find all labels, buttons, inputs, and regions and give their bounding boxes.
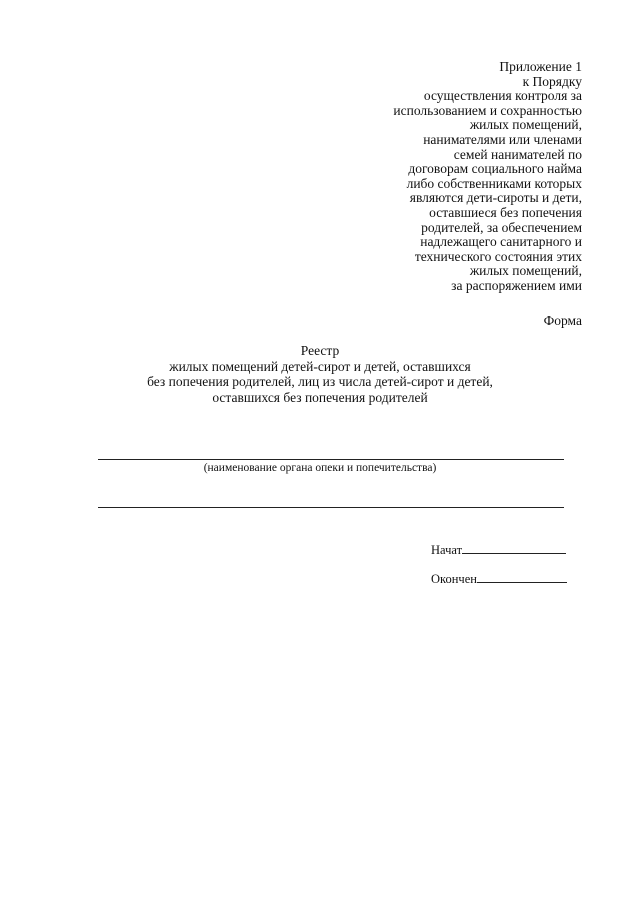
- appendix-line: являются дети-сироты и дети,: [409, 190, 582, 206]
- authority-name-line[interactable]: [98, 459, 564, 460]
- ended-field: [431, 570, 567, 587]
- title-line: без попечения родителей, лиц из числа детей-сирот и детей,: [147, 374, 493, 390]
- appendix-line: либо собственниками которых: [406, 175, 582, 191]
- appendix-header: [352, 60, 582, 294]
- appendix-line: осуществления контроля за: [423, 88, 582, 104]
- appendix-line: технического состояния этих: [414, 248, 582, 264]
- form-label: Форма: [543, 313, 582, 328]
- appendix-line: нанимателями или членами: [423, 131, 582, 147]
- appendix-line: оставшиеся без попечения: [429, 204, 582, 220]
- appendix-line: жилых помещений,: [469, 263, 582, 279]
- appendix-line: использованием и сохранностью: [393, 102, 582, 118]
- title-line: оставшихся без попечения родителей: [212, 389, 428, 405]
- appendix-line: договорам социального найма: [408, 161, 582, 177]
- appendix-line: жилых помещений,: [469, 117, 582, 133]
- title-line: жилых помещений детей-сирот и детей, оставшихся: [169, 358, 471, 374]
- appendix-line: за распоряжением ими: [451, 277, 582, 293]
- appendix-line: надлежащего санитарного и: [420, 234, 582, 250]
- ended-label: Окончен: [431, 572, 477, 586]
- authority-name-line-continued[interactable]: [98, 507, 564, 508]
- authority-caption: (наименование органа опеки и попечительства): [203, 462, 437, 474]
- document-title: [0, 343, 640, 405]
- ended-date-blank[interactable]: [477, 570, 567, 583]
- appendix-line: к Порядку: [522, 73, 582, 89]
- appendix-line: семей нанимателей по: [453, 146, 582, 162]
- started-label: Начат: [431, 543, 463, 557]
- title-line: Реестр: [300, 343, 340, 358]
- started-field: [431, 541, 566, 558]
- appendix-line: родителей, за обеспечением: [421, 219, 582, 235]
- appendix-line: Приложение 1: [499, 59, 582, 74]
- started-date-blank[interactable]: [462, 541, 566, 554]
